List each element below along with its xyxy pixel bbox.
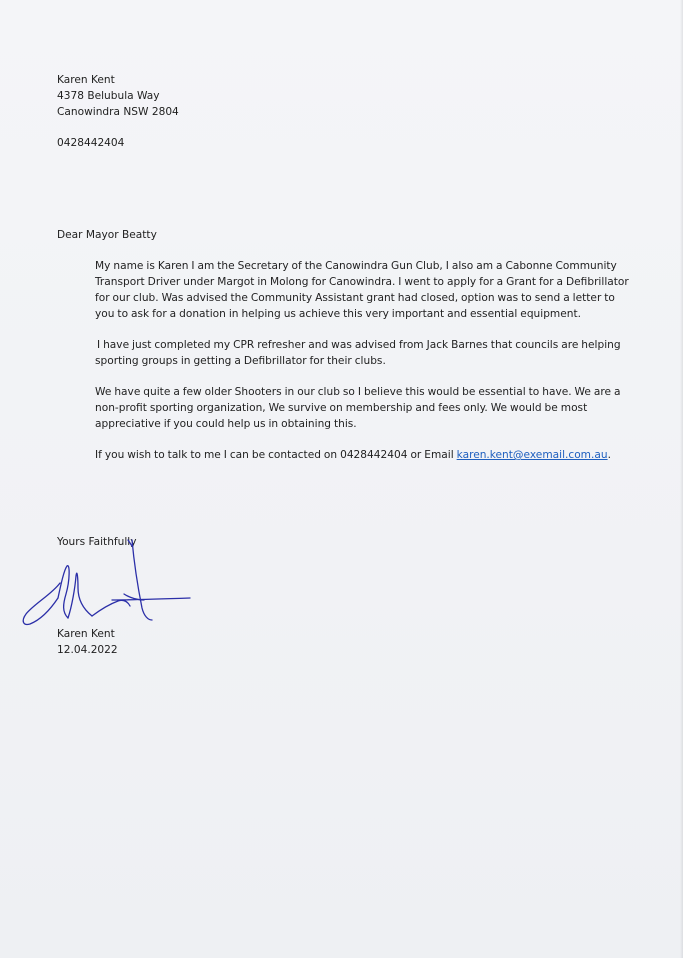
sender-address-block [57,72,179,120]
contact-text: If you wish to talk to me I can be contacted on 0428442404 or Email [95,449,457,461]
signature-stroke-7 [128,540,132,546]
contact-suffix: . [607,449,611,461]
signature-stroke-3 [92,600,130,616]
signature-stroke-1 [58,566,69,618]
signature-stroke-2 [68,573,92,618]
contact-paragraph [95,447,635,463]
closing-line: Yours Faithfully [57,536,137,548]
signature-stroke-5 [112,598,190,600]
letter-body [95,258,635,478]
sender-town: Canowindra NSW 2804 [57,106,179,118]
salutation: Dear Mayor Beatty [57,229,157,241]
body-paragraph-2: I have just completed my CPR refresher and was advised from Jack Barnes that councils are helping sporting groups in getting a Defibrillator for their clubs. [95,339,621,367]
handwritten-signature [20,538,195,628]
sender-name: Karen Kent [57,74,115,86]
body-paragraph-1: My name is Karen I am the Secretary of the Canowindra Gun Club, I also am a Cabonne Community Transport Driver under Margot in Molong for Canowindra. I went to apply for a Grant for a Defibrillator for our club. Was advised the Community Assistant grant had closed, option was to send a letter to you to ask for a donation in helping us achieve this very important and essential equipment. [95,260,629,320]
signoff-date: 12.04.2022 [57,644,118,656]
sender-phone: 0428442404 [57,137,125,149]
body-paragraph-3: We have quite a few older Shooters in our club so I believe this would be essential to have. We are a non-profit sporting organization, We survive on membership and fees only. We would be most appreciative if you could help us in obtaining this. [95,386,621,430]
signoff-name: Karen Kent [57,628,115,640]
signature-stroke-loop [23,583,60,624]
signature-stroke-4 [132,540,152,620]
sender-street: 4378 Belubula Way [57,90,160,102]
email-link[interactable]: karen.kent@exemail.com.au [456,449,608,461]
